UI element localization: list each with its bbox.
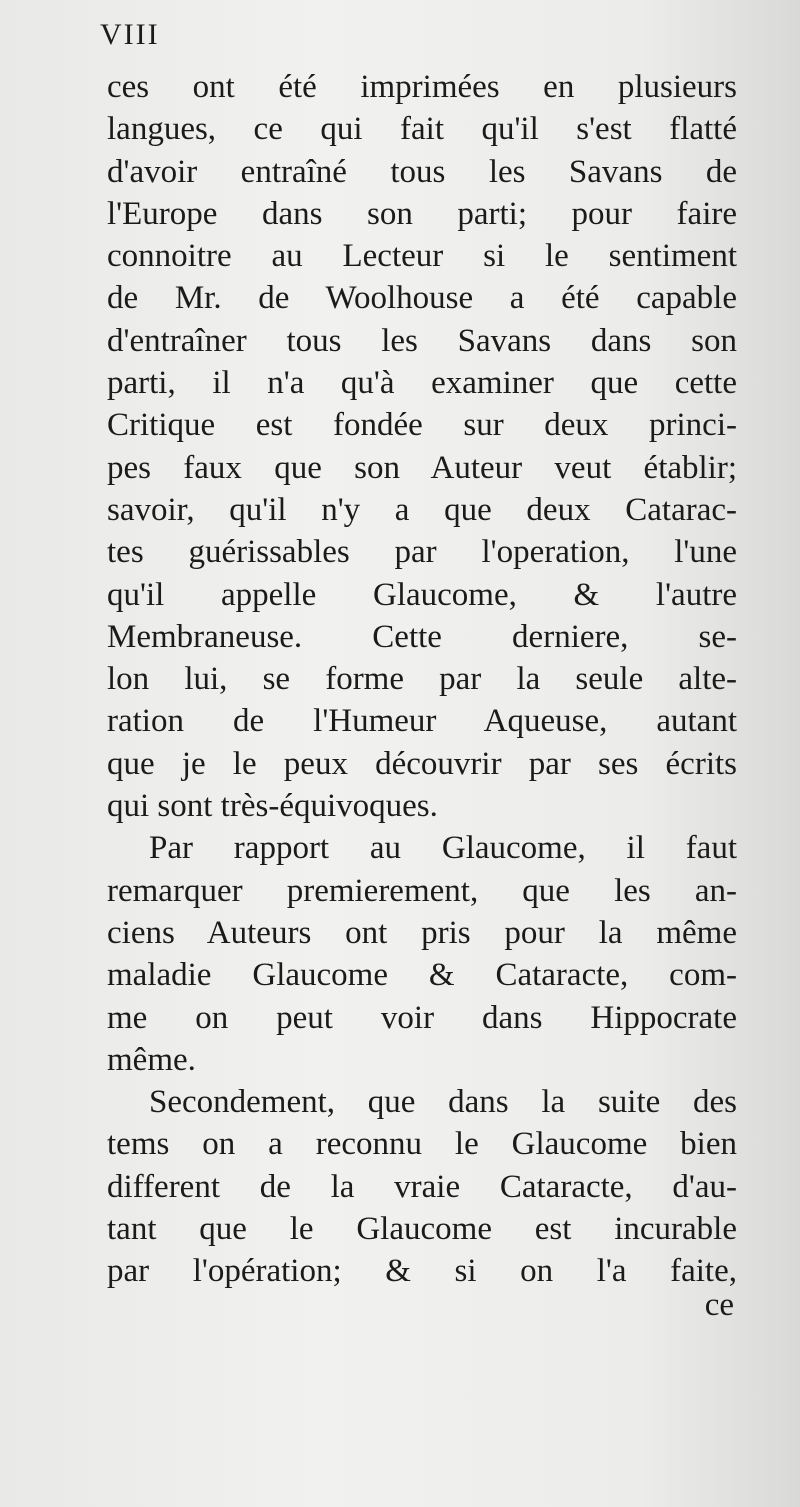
text-line: maladie Glaucome & Cataracte, com-	[107, 957, 737, 994]
text-line: ces ont été imprimées en plusieurs	[107, 69, 737, 105]
text-line: l'Europe dans son parti; pour faire	[107, 195, 737, 232]
text-line: ration de l'Humeur Aqueuse, autant	[107, 703, 737, 740]
text-line: tes guérissables par l'operation, l'une	[107, 534, 737, 571]
text-line: different de la vraie Cataracte, d'au-	[107, 1168, 737, 1205]
text-line: ciens Auteurs ont pris pour la même	[107, 914, 737, 951]
text-line: lon lui, se forme par la seule alte-	[107, 661, 737, 698]
text-line: connoitre au Lecteur si le sentiment	[107, 238, 737, 275]
text-line: me on peut voir dans Hippocrate	[107, 999, 737, 1036]
text-line: de Mr. de Woolhouse a été capable	[107, 280, 737, 317]
text-line: tant que le Glaucome est incurable	[107, 1211, 737, 1248]
text-line: pes faux que son Auteur veut établir;	[107, 449, 737, 486]
text-line: tems on a reconnu le Glaucome bien	[107, 1126, 737, 1163]
text-line: remarquer premierement, que les an-	[107, 872, 737, 909]
text-line: qui sont très-équivoques.	[107, 788, 438, 825]
text-line: qu'il appelle Glaucome, & l'autre	[107, 576, 737, 613]
page-number: VIII	[100, 18, 160, 51]
text-line: parti, il n'a qu'à examiner que cette	[107, 365, 737, 402]
text-line: Secondement, que dans la suite des	[149, 1084, 737, 1121]
catchword: ce	[704, 1287, 734, 1323]
text-line: par l'opération; & si on l'a faite,	[107, 1253, 737, 1290]
text-line: Critique est fondée sur deux princi-	[107, 407, 737, 444]
text-line: d'entraîner tous les Savans dans son	[107, 322, 737, 359]
text-line: Membraneuse. Cette derniere, se-	[107, 618, 737, 655]
body-text	[107, 66, 737, 1293]
text-line: même.	[107, 1041, 196, 1078]
text-line: savoir, qu'il n'y a que deux Catarac-	[107, 491, 737, 528]
text-line: langues, ce qui fait qu'il s'est flatté	[107, 111, 737, 148]
text-line: Par rapport au Glaucome, il faut	[149, 830, 737, 867]
text-line: d'avoir entraîné tous les Savans de	[107, 153, 737, 190]
text-line: que je le peux découvrir par ses écrits	[107, 745, 737, 782]
